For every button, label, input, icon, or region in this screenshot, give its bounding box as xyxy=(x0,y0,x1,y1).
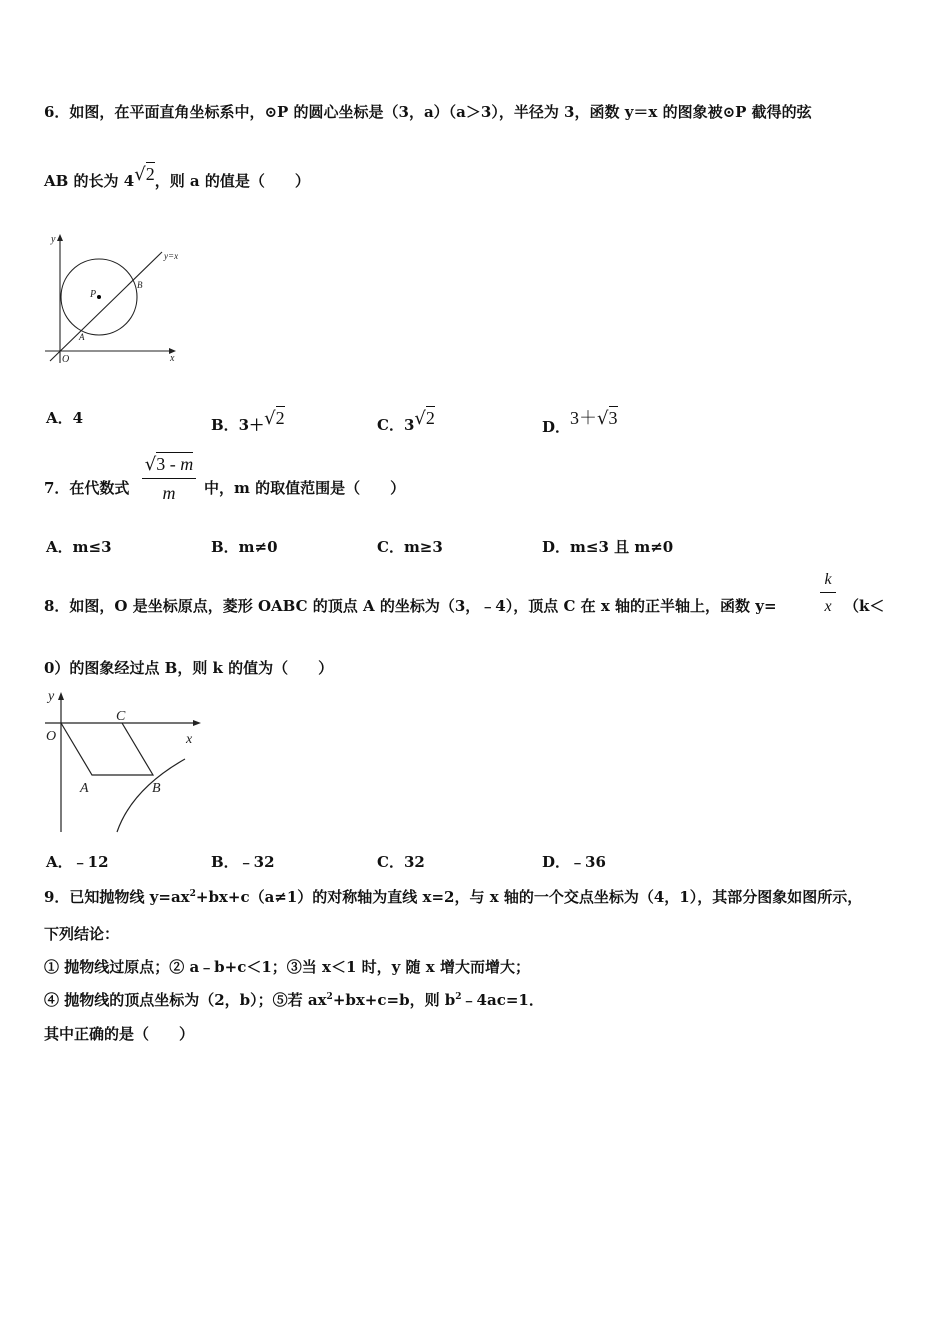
q8-label-y: y xyxy=(48,689,55,704)
q9-statements-4-5 xyxy=(44,990,544,1010)
q6-center-point xyxy=(97,295,101,299)
q8-option-c[interactable]: C．32 xyxy=(377,853,425,871)
q6-stem-pre: AB 的长为 4 xyxy=(44,172,135,190)
q8-stem-line2: 0）的图象经过点 B，则 k 的值为（ ） xyxy=(44,659,334,677)
q6-stem-post: ，则 a 的值是（ ） xyxy=(154,172,310,190)
q6-y-arrow xyxy=(57,234,63,241)
q6-label-line: y=x xyxy=(164,251,179,261)
q7-stem-pre: 7．在代数式 xyxy=(44,479,130,497)
q9-line4-post: ﹣4ac=1． xyxy=(461,991,544,1009)
q8-x-arrow xyxy=(193,720,201,726)
q8-stem-line1: 8．如图，O 是坐标原点，菱形 OABC 的顶点 A 的坐标为（3，﹣4），顶点 C 在 x 轴的正半轴上，函数 y= xyxy=(44,597,777,615)
q8-label-a: A xyxy=(80,781,89,796)
q6-stem-line1: 6．如图，在平面直角坐标系中，⊙P 的圆心坐标是（3，a）（a＞3），半径为 3，函数 y＝x 的图象被⊙P 截得的弦 xyxy=(44,103,812,121)
q8-label-b: B xyxy=(152,781,161,796)
q9-line4-mid: +bx+c=b，则 b xyxy=(332,991,456,1009)
q6-label-x: x xyxy=(170,353,175,364)
q7-option-d[interactable]: D．m≤3 且 m≠0 xyxy=(542,538,674,556)
q6-option-d[interactable] xyxy=(542,408,618,437)
q8-option-d[interactable]: D．﹣36 xyxy=(542,853,606,871)
q9-superscript: 2 xyxy=(326,992,333,1002)
q9-question: 其中正确的是（ ） xyxy=(44,1025,195,1043)
q9-line1-pre: 9．已知抛物线 y=ax xyxy=(44,888,190,906)
q6-stem-line2 xyxy=(44,164,310,191)
q6-label-y: y xyxy=(51,234,56,245)
q8-figure xyxy=(40,686,210,838)
q7-option-b[interactable]: B．m≠0 xyxy=(211,538,278,556)
q6-line-y-eq-x xyxy=(50,252,162,361)
sqrt-symbol: √2 xyxy=(264,408,285,429)
q8-fraction xyxy=(820,570,836,617)
q7-numerator xyxy=(142,454,196,478)
q9-statements-1-3: ① 抛物线过原点；② a﹣b+c＜1；③当 x＜1 时，y 随 x 增大而增大； xyxy=(44,958,530,976)
q8-label-o: O xyxy=(46,729,57,744)
q8-y-arrow xyxy=(58,692,64,700)
q6-label-a: A xyxy=(79,332,85,342)
q6-label-o: O xyxy=(62,354,70,365)
q7-option-a[interactable]: A．m≤3 xyxy=(46,538,112,556)
q7-radicand xyxy=(156,452,193,474)
q8-fraction-denominator: x xyxy=(824,598,832,615)
q9-superscript: 2 xyxy=(189,889,196,899)
q9-superscript: 2 xyxy=(455,992,462,1002)
q9-line4-pre: ④ 抛物线的顶点坐标为（2，b）；⑤若 ax xyxy=(44,991,327,1009)
q8-option-b[interactable]: B．﹣32 xyxy=(211,853,275,871)
q9-stem-line2: 下列结论： xyxy=(44,925,120,943)
q6-option-b[interactable] xyxy=(211,408,285,435)
q6-option-c[interactable] xyxy=(377,408,435,435)
q6-option-b-radicand: 2 xyxy=(275,408,285,428)
q9-line1-mid: +bx+c（a≠1）的对称轴为直线 x=2，与 x 轴的一个交点坐标为（4，1），其部分图象如图所示， xyxy=(195,888,863,906)
q8-label-x: x xyxy=(186,732,193,747)
sqrt-symbol: √2 xyxy=(414,408,435,429)
q7-denominator: m xyxy=(162,483,176,503)
q8-fraction-numerator: k xyxy=(824,571,832,588)
sqrt-symbol: √3 - m xyxy=(144,454,194,475)
q7-stem-post: 中，m 的取值范围是（ ） xyxy=(204,479,406,497)
q8-rhombus-oabc xyxy=(61,723,153,775)
q6-option-d-label: D． xyxy=(542,418,571,436)
q8-label-c: C xyxy=(116,709,126,724)
sqrt-symbol: √3 xyxy=(597,408,618,429)
q7-fraction xyxy=(142,454,196,504)
q6-option-a[interactable]: A．4 xyxy=(46,409,84,427)
q7-fraction-bar xyxy=(142,478,196,479)
q9-stem-line1 xyxy=(44,887,862,907)
q6-label-b: B xyxy=(137,280,143,290)
q8-option-a[interactable]: A．﹣12 xyxy=(46,853,109,871)
q7-option-c[interactable]: C．m≥3 xyxy=(377,538,443,556)
q6-option-c-label: C．3 xyxy=(377,416,415,434)
q6-option-d-pre: 3＋ xyxy=(570,408,598,428)
q6-option-d-radicand: 3 xyxy=(608,408,618,428)
q8-stem-tail: （k＜ xyxy=(844,597,885,615)
q7-radicand-var: m xyxy=(180,454,194,474)
q6-figure xyxy=(40,228,190,373)
q7-radicand-const: 3 - xyxy=(156,454,181,474)
sqrt-symbol: √2 xyxy=(134,164,155,185)
q8-hyperbola-curve xyxy=(117,759,185,832)
q8-fraction-bar xyxy=(820,592,836,593)
q6-radicand: 2 xyxy=(145,164,155,184)
q6-option-c-radicand: 2 xyxy=(425,408,435,428)
q6-option-b-label: B．3＋ xyxy=(211,416,265,434)
q6-label-p: P xyxy=(90,289,97,300)
